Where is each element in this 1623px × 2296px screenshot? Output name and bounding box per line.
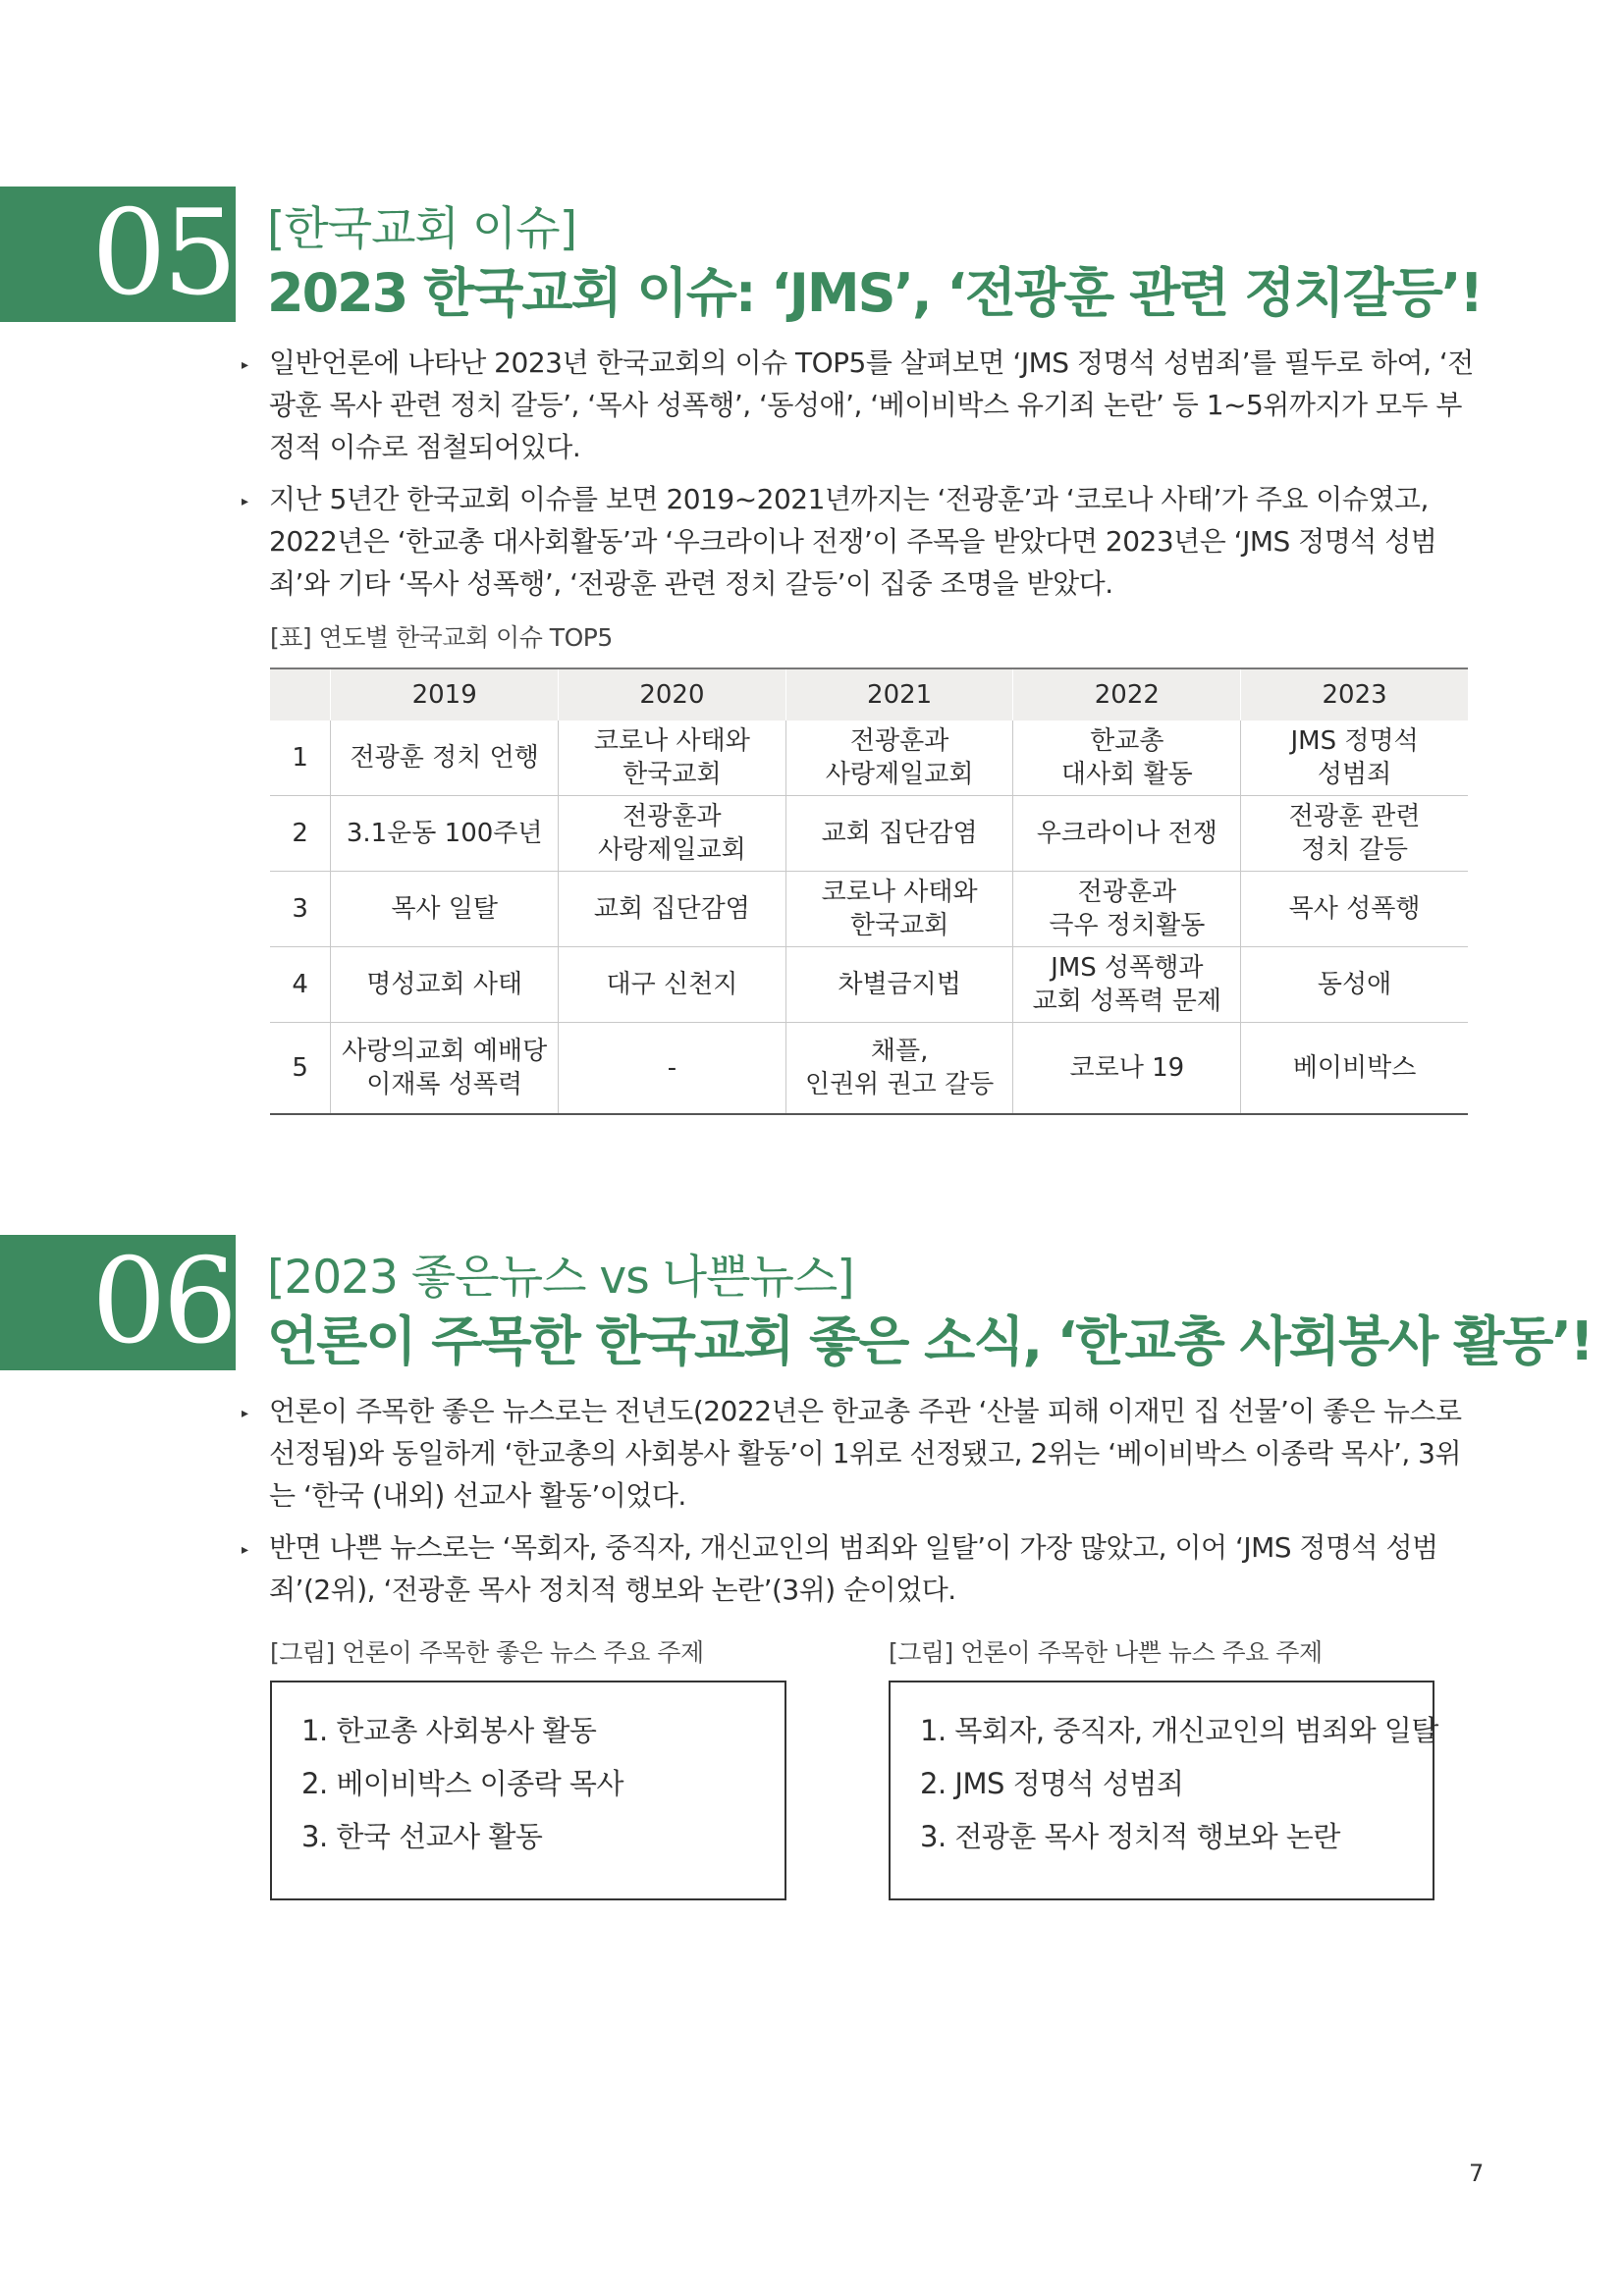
table-header-row xyxy=(270,668,1468,721)
list-item: 1. 한교총 사회봉사 활동 xyxy=(301,1714,597,1747)
table-cell: 코로나 사태와 한국교회 xyxy=(559,721,786,796)
list-item: ▸ 언론이 주목한 좋은 뉴스로는 전년도(2022년은 한교총 주관 ‘산불 피해 이재민 집 선물’이 좋은 뉴스로 선정됨)와 동일하게 ‘한교총의 사회봉사 활동’이 1위로 선정됐고, 2위는 ‘베이비박스 이종락 목사’, 3위는 ‘한국 (내외) 선교사 활동’이었다. xyxy=(242,1395,1462,1512)
table-row xyxy=(270,721,1468,796)
table-cell: 우크라이나 전쟁 xyxy=(1013,796,1241,872)
table-cell: 한교총 대사회 활동 xyxy=(1013,721,1241,796)
table-header-year: 2019 xyxy=(331,668,559,721)
section06-bullets xyxy=(242,1390,1479,1621)
list-item: ▸ 지난 5년간 한국교회 이슈를 보면 2019~2021년까지는 ‘전광훈’과 ‘코로나 사태’가 주요 이슈였고, 2022년은 ‘한교총 대사회활동’과 ‘우크라이나 전쟁’이 주목을 받았다면 2023년은 ‘JMS 정명석 성범죄’와 기타 ‘목사 성폭행’, ‘전광훈 관련 정치 갈등’이 집중 조명을 받았다. xyxy=(242,483,1437,600)
table-header-year: 2022 xyxy=(1013,668,1241,721)
issue-top5-table xyxy=(270,667,1468,1115)
table-cell: - xyxy=(559,1023,786,1115)
section05-bullets xyxy=(242,342,1479,614)
list-item: 1. 목회자, 중직자, 개신교인의 범죄와 일탈 xyxy=(920,1714,1438,1747)
table-row xyxy=(270,947,1468,1023)
table-cell: 채플, 인권위 권고 갈등 xyxy=(785,1023,1013,1115)
table-cell: 명성교회 사태 xyxy=(331,947,559,1023)
list-item: ▸ 반면 나쁜 뉴스로는 ‘목회자, 중직자, 개신교인의 범죄와 일탈’이 가장 많았고, 이어 ‘JMS 정명석 성범죄’(2위), ‘전광훈 목사 정치적 행보와 논란’(3위) 순이었다. xyxy=(242,1531,1438,1606)
section06-kicker: [2023 좋은뉴스 vs 나쁜뉴스] xyxy=(267,1251,854,1305)
section-number-06: 06 xyxy=(0,1235,236,1370)
table-cell: 대구 신천지 xyxy=(559,947,786,1023)
table-cell: 목사 성폭행 xyxy=(1241,872,1468,947)
table-cell: 교회 집단감염 xyxy=(559,872,786,947)
table-row xyxy=(270,796,1468,872)
table-cell: 목사 일탈 xyxy=(331,872,559,947)
triangle-bullet-icon: ▸ xyxy=(242,1406,248,1421)
list-item: 3. 전광훈 목사 정치적 행보와 논란 xyxy=(920,1820,1340,1853)
table-header-rank xyxy=(270,668,331,721)
table-cell: 코로나 19 xyxy=(1013,1023,1241,1115)
table-cell: 전광훈 정치 언행 xyxy=(331,721,559,796)
good-news-box xyxy=(270,1681,786,1900)
section-number-05: 05 xyxy=(0,187,236,322)
table-cell: 교회 집단감염 xyxy=(785,796,1013,872)
table-cell: 3.1운동 100주년 xyxy=(331,796,559,872)
table-cell: 전광훈과 사랑제일교회 xyxy=(785,721,1013,796)
table-cell: 전광훈 관련 정치 갈등 xyxy=(1241,796,1468,872)
table-cell: JMS 정명석 성범죄 xyxy=(1241,721,1468,796)
table-caption: [표] 연도별 한국교회 이슈 TOP5 xyxy=(270,623,613,652)
table-cell: 사랑의교회 예배당 이재록 성폭력 xyxy=(331,1023,559,1115)
section06-headline: 언론이 주목한 한국교회 좋은 소식, ‘한교총 사회봉사 활동’! xyxy=(267,1310,1593,1372)
table-cell-rank: 3 xyxy=(270,872,331,947)
triangle-bullet-icon: ▸ xyxy=(242,357,248,373)
table-header-year: 2020 xyxy=(559,668,786,721)
table-cell: 동성애 xyxy=(1241,947,1468,1023)
table-cell: JMS 성폭행과 교회 성폭력 문제 xyxy=(1013,947,1241,1023)
table-cell-rank: 2 xyxy=(270,796,331,872)
list-item: 3. 한국 선교사 활동 xyxy=(301,1820,543,1853)
table-header-year: 2023 xyxy=(1241,668,1468,721)
triangle-bullet-icon: ▸ xyxy=(242,1542,248,1558)
table-cell: 전광훈과 극우 정치활동 xyxy=(1013,872,1241,947)
list-item: 2. JMS 정명석 성범죄 xyxy=(920,1767,1184,1800)
list-item: 2. 베이비박스 이종락 목사 xyxy=(301,1767,623,1800)
table-row xyxy=(270,1023,1468,1115)
bad-news-caption: [그림] 언론이 주목한 나쁜 뉴스 주요 주제 xyxy=(889,1638,1323,1667)
table-header-year: 2021 xyxy=(785,668,1013,721)
table-row xyxy=(270,872,1468,947)
table-cell-rank: 5 xyxy=(270,1023,331,1115)
table-cell-rank: 4 xyxy=(270,947,331,1023)
page-number: 7 xyxy=(1469,2160,1485,2187)
table-cell: 코로나 사태와 한국교회 xyxy=(785,872,1013,947)
section05-kicker: [한국교회 이슈] xyxy=(267,202,577,256)
bad-news-box xyxy=(889,1681,1438,1900)
table-cell-rank: 1 xyxy=(270,721,331,796)
list-item: ▸ 일반언론에 나타난 2023년 한국교회의 이슈 TOP5를 살펴보면 ‘JMS 정명석 성범죄’를 필두로 하여, ‘전광훈 목사 관련 정치 갈등’, ‘목사 성폭행’, ‘동성애’, ‘베이비박스 유기죄 논란’ 등 1~5위까지가 모두 부정적 이슈로 점철되어있다. xyxy=(242,347,1474,463)
table-cell: 베이비박스 xyxy=(1241,1023,1468,1115)
section05-headline: 2023 한국교회 이슈: ‘JMS’, ‘전광훈 관련 정치갈등’! xyxy=(267,262,1483,324)
table-cell: 전광훈과 사랑제일교회 xyxy=(559,796,786,872)
triangle-bullet-icon: ▸ xyxy=(242,494,248,509)
table-cell: 차별금지법 xyxy=(785,947,1013,1023)
good-news-caption: [그림] 언론이 주목한 좋은 뉴스 주요 주제 xyxy=(270,1638,704,1667)
